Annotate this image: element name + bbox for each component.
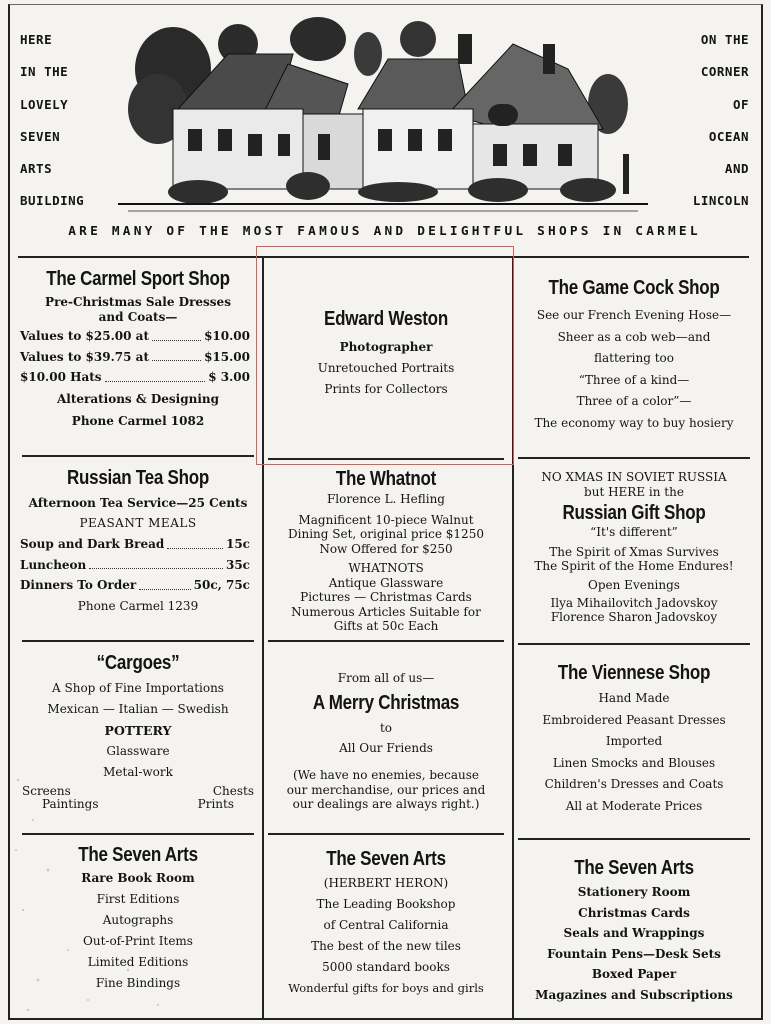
russian-tea-line: Afternoon Tea Service—25 Cents	[28, 496, 248, 510]
price-label: $10.00 Hats	[20, 370, 102, 384]
header-left-line: BUILDING	[20, 193, 85, 209]
header-left-line: HERE	[20, 32, 53, 47]
seven-arts-stationery-line: Seals and Wrappings	[563, 926, 705, 940]
viennese-line: Linen Smocks and Blouses	[552, 755, 716, 770]
header-right-line: OCEAN	[708, 128, 749, 144]
weston-title: Edward Weston	[324, 308, 448, 330]
viennese-ad	[516, 662, 752, 817]
price-label: Soup and Dark Bread	[20, 537, 165, 551]
header-left-text	[20, 30, 84, 224]
divider	[22, 833, 254, 835]
header-right-text	[693, 30, 749, 224]
christmas-note-line: our merchandise, our prices and	[286, 782, 486, 797]
sport-shop-ad	[20, 268, 256, 432]
whatnot-list-line: Pictures — Christmas Cards	[300, 590, 472, 604]
seven-arts-bookshop-line: The Leading Bookshop	[316, 897, 456, 911]
gift-shop-tag: “It's different”	[590, 525, 678, 539]
price-row	[20, 534, 250, 555]
viennese-title: The Viennese Shop	[557, 662, 711, 684]
viennese-line: Children's Dresses and Coats	[544, 777, 724, 791]
price-row	[20, 347, 250, 368]
sport-shop-subtitle: Pre-Christmas Sale Dresses	[45, 295, 231, 309]
christmas-to: to	[379, 721, 393, 735]
seven-arts-rare-line: Autographs	[102, 913, 174, 927]
russian-tea-line: PEASANT MEALS	[79, 516, 197, 530]
viennese-line: All at Moderate Prices	[565, 798, 703, 813]
game-cock-line: “Three of a kind—	[578, 372, 690, 387]
weston-line: Prints for Collectors	[324, 382, 448, 396]
building-illustration	[118, 14, 648, 214]
seven-arts-rare-line: Limited Editions	[87, 955, 189, 969]
header-right-line: CORNER	[700, 64, 749, 80]
price-row	[20, 367, 250, 388]
whatnot-offer-line: Dining Set, original price $1250	[288, 527, 484, 541]
cargoes-pair-item: Prints	[197, 797, 234, 811]
gift-shop-line: Florence Sharon Jadovskoy	[550, 610, 718, 624]
cargoes-right-pair	[198, 785, 254, 811]
cargoes-line: Metal-work	[103, 765, 173, 779]
whatnot-title: The Whatnot	[335, 468, 437, 490]
seven-arts-rare-line: Fine Bindings	[95, 976, 181, 990]
cargoes-line: Glassware	[106, 744, 170, 758]
game-cock-line: flattering too	[594, 351, 674, 366]
whatnot-list-line: Gifts at 50c Each	[333, 619, 439, 633]
cargoes-line: Mexican — Italian — Swedish	[47, 702, 229, 716]
header-right-line: ON THE	[700, 32, 749, 47]
seven-arts-bookshop-ad	[266, 848, 506, 999]
price-value: 15c	[225, 537, 250, 551]
price-label: Luncheon	[20, 557, 87, 572]
seven-arts-rare-subtitle: Rare Book Room	[81, 871, 195, 885]
price-value: 50c, 75c	[193, 578, 250, 592]
divider	[518, 838, 750, 840]
gift-intro-line: but HERE in the	[584, 484, 684, 499]
viennese-line: Imported	[605, 734, 663, 748]
game-cock-line: See our French Evening Hose—	[536, 308, 732, 322]
russian-tea-phone: Phone Carmel 1239	[77, 598, 199, 613]
seven-arts-rare-line: Out-of-Print Items	[83, 934, 193, 948]
gift-shop-title: Russian Gift Shop	[562, 502, 706, 524]
seven-arts-bookshop-line: of Central California	[323, 918, 449, 932]
whatnot-owner: Florence L. Hefling	[326, 492, 445, 506]
seven-arts-rare-ad	[20, 844, 256, 994]
christmas-intro: From all of us—	[337, 671, 435, 685]
seven-arts-bookshop-owner: (HERBERT HERON)	[323, 876, 449, 890]
weston-line: Unretouched Portraits	[317, 361, 455, 375]
header-left-line: IN THE	[20, 64, 69, 80]
cargoes-pair-item: Chests	[212, 784, 254, 798]
cargoes-pair-item: Paintings	[42, 797, 99, 811]
cargoes-left-pair	[22, 785, 98, 811]
header-left-line: LOVELY	[20, 96, 69, 112]
christmas-title: A Merry Christmas	[312, 692, 460, 714]
gift-shop-line: The Spirit of Xmas Survives	[549, 544, 719, 559]
seven-arts-bookshop-line: 5000 standard books	[322, 960, 450, 974]
seven-arts-bookshop-line: Wonderful gifts for boys and girls	[288, 981, 484, 995]
gift-intro-line: NO XMAS IN SOVIET RUSSIA	[541, 470, 727, 484]
seven-arts-stationery-line: Magazines and Subscriptions	[535, 987, 733, 1002]
whatnot-ad	[266, 468, 506, 634]
price-value: 35c	[225, 557, 250, 572]
gift-shop-line: Ilya Mihailovitch Jadovskoy	[550, 595, 718, 610]
seven-arts-stationery-subtitle: Stationery Room	[577, 885, 691, 899]
game-cock-ad	[516, 277, 752, 435]
russian-tea-ad	[20, 467, 256, 616]
christmas-note-line: (We have no enemies, because	[293, 768, 479, 782]
viennese-line: Hand Made	[598, 691, 670, 705]
christmas-note-line: our dealings are always right.)	[292, 797, 480, 811]
cargoes-line: A Shop of Fine Importations	[52, 681, 224, 695]
russian-gift-ad	[516, 470, 752, 625]
price-row	[20, 575, 250, 596]
seven-arts-stationery-line: Christmas Cards	[578, 905, 690, 920]
whatnot-list-line: Antique Glassware	[328, 575, 444, 590]
seven-arts-stationery-line: Boxed Paper	[591, 967, 677, 981]
price-label: Values to $39.75 at	[20, 349, 149, 364]
christmas-friends: All Our Friends	[339, 741, 433, 755]
gift-shop-line: Open Evenings	[588, 577, 680, 592]
seven-arts-rare-title: The Seven Arts	[78, 844, 198, 866]
price-row	[20, 555, 250, 576]
cargoes-ad	[20, 652, 256, 811]
whatnot-offer-line: Now Offered for $250	[319, 541, 453, 556]
sport-shop-title: The Carmel Sport Shop	[46, 268, 230, 290]
price-row	[20, 326, 250, 347]
cargoes-line: POTTERY	[104, 723, 172, 738]
seven-arts-stationery-ad	[516, 857, 752, 1005]
cargoes-title: “Cargoes”	[96, 652, 180, 674]
seven-arts-bookshop-title: The Seven Arts	[326, 848, 446, 870]
seven-arts-stationery-line: Fountain Pens—Desk Sets	[547, 946, 721, 961]
header-left-line: ARTS	[20, 161, 53, 177]
seven-arts-stationery-title: The Seven Arts	[574, 857, 694, 879]
price-label: Values to $25.00 at	[20, 329, 149, 343]
divider	[22, 640, 254, 642]
header-right-line: LINCOLN	[692, 193, 749, 209]
price-label: Dinners To Order	[20, 578, 137, 592]
divider	[518, 643, 750, 645]
gift-shop-line: The Spirit of the Home Endures!	[534, 559, 734, 573]
game-cock-title: The Game Cock Shop	[548, 277, 720, 299]
sport-shop-footer: Alterations & Designing	[56, 391, 220, 406]
tagline: ARE MANY OF THE MOST FAMOUS AND DELIGHTFUL SHOPS IN CARMEL	[68, 224, 701, 239]
selection-highlight	[256, 246, 514, 465]
weston-line: Photographer	[339, 340, 433, 354]
game-cock-line: Three of a color”—	[576, 394, 692, 409]
whatnot-offer-line: Magnificent 10-piece Walnut	[298, 512, 474, 527]
whatnot-list-line: Numerous Articles Suitable for	[291, 604, 481, 619]
seven-arts-bookshop-line: The best of the new tiles	[311, 939, 461, 953]
viennese-line: Embroidered Peasant Dresses	[542, 712, 726, 727]
seven-arts-rare-line: First Editions	[96, 892, 180, 906]
price-value: $10.00	[204, 329, 250, 343]
game-cock-line: The economy way to buy hosiery	[534, 415, 734, 430]
header-right-line: AND	[724, 161, 749, 177]
divider	[268, 833, 504, 835]
cargoes-pair-item: Screens	[22, 784, 71, 798]
price-value: $15.00	[204, 349, 250, 364]
divider	[518, 457, 750, 459]
price-value: $ 3.00	[208, 370, 250, 384]
header-left-line: SEVEN	[20, 128, 61, 144]
whatnot-list-heading: WHATNOTS	[348, 561, 424, 575]
christmas-ad	[266, 668, 506, 812]
header-right-line: OF	[732, 96, 749, 112]
divider	[22, 455, 254, 457]
russian-tea-title: Russian Tea Shop	[66, 467, 210, 489]
divider	[268, 640, 504, 642]
sport-shop-subtitle: and Coats—	[98, 309, 178, 324]
sport-shop-phone: Phone Carmel 1082	[71, 413, 205, 428]
game-cock-line: Sheer as a cob web—and	[557, 329, 711, 344]
